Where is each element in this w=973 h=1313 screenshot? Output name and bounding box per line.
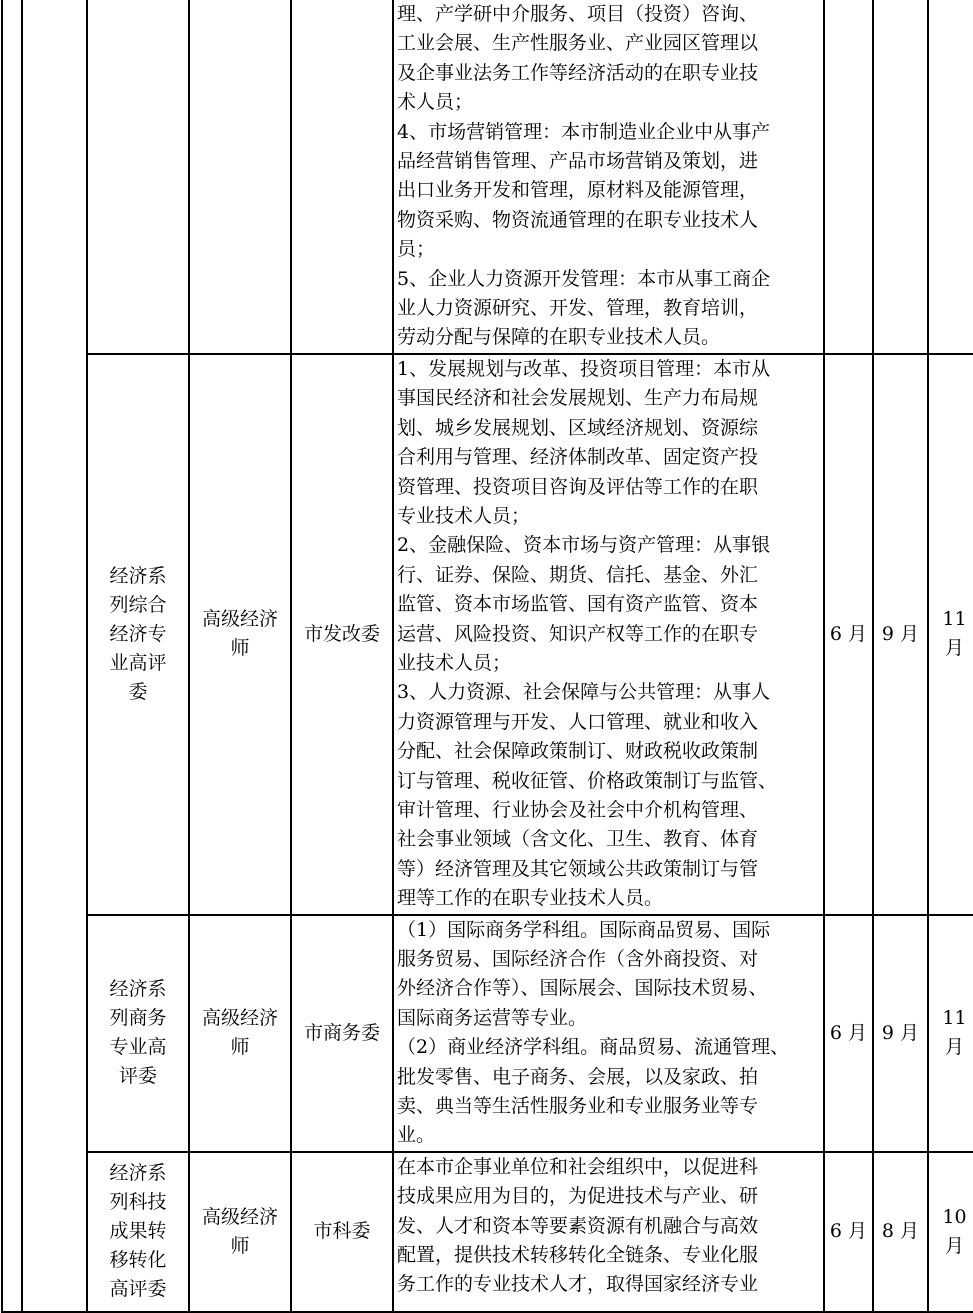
level-line: 师 bbox=[230, 1234, 250, 1257]
desc-line: 配置，提供技术转移转化全链条、专业化服 bbox=[397, 1244, 759, 1267]
level-line: 高级经济 bbox=[201, 608, 278, 631]
organizing-department-cell bbox=[291, 0, 393, 354]
desc-line: 4、市场营销管理：本市制造业企业中从事产 bbox=[397, 120, 771, 143]
table-body bbox=[2, 0, 973, 1312]
desc-line: 审计管理、行业协会及社会中介机构管理、 bbox=[397, 798, 759, 821]
name-line: 列科技 bbox=[109, 1191, 167, 1214]
desc-line: 物资采购、物资流通管理的在职专业技术人 bbox=[397, 208, 759, 231]
desc-line: 出口业务开发和管理，原材料及能源管理， bbox=[397, 179, 759, 202]
committee-name-cell bbox=[87, 915, 189, 1152]
desc-line: 资管理、投资项目咨询及评估等工作的在职 bbox=[397, 475, 759, 498]
title-level-cell bbox=[189, 915, 291, 1152]
desc-line: 工业会展、生产性服务业、产业园区管理以 bbox=[397, 32, 759, 55]
desc-line: 品经营销售管理、产品市场营销及策划，进 bbox=[397, 150, 759, 173]
desc-line: 技成果应用为目的，为促进技术与产业、研 bbox=[397, 1185, 759, 1208]
desc-line: 在本市企事业单位和社会组织中，以促进科 bbox=[397, 1155, 759, 1178]
desc-line: 员； bbox=[397, 238, 436, 261]
organizing-department-cell: 市科委 bbox=[291, 1152, 393, 1312]
outer-margin-cell bbox=[2, 0, 22, 1312]
desc-line: 外经济合作等）、国际展会、国际技术贸易、 bbox=[397, 977, 768, 1000]
desc-line: 5、企业人力资源开发管理：本市从事工商企 bbox=[397, 267, 771, 290]
table-row bbox=[2, 1152, 973, 1312]
table-row bbox=[2, 354, 973, 915]
month-cell-2: 9 月 bbox=[873, 915, 928, 1152]
name-line: 经济系 bbox=[109, 978, 167, 1001]
month-cell-3: 11 月 bbox=[928, 354, 973, 915]
desc-line: 分配、社会保障政策制订、财政税收政策制 bbox=[397, 740, 759, 763]
desc-line: 务工作的专业技术人才，取得国家经济专业 bbox=[397, 1273, 759, 1296]
name-line: 委 bbox=[128, 680, 148, 703]
month-cell-1 bbox=[824, 0, 873, 354]
level-line: 师 bbox=[230, 637, 250, 660]
table-row bbox=[2, 915, 973, 1152]
month-cell-1: 6 月 bbox=[824, 354, 873, 915]
name-line: 成果转 bbox=[109, 1220, 167, 1243]
desc-line: 2、金融保险、资本市场与资产管理：从事银 bbox=[397, 534, 771, 557]
desc-line: 业技术人员； bbox=[397, 651, 512, 674]
desc-line: 理等工作的在职专业技术人员。 bbox=[397, 887, 664, 910]
name-line: 经济系 bbox=[109, 564, 167, 587]
desc-line: 专业技术人员； bbox=[397, 504, 531, 527]
desc-line: 运营、风险投资、知识产权等工作的在职专 bbox=[397, 622, 759, 645]
desc-line: 及企事业法务工作等经济活动的在职专业技 bbox=[397, 61, 759, 84]
month-cell-3 bbox=[928, 0, 973, 354]
organizing-department-cell: 市发改委 bbox=[291, 354, 393, 915]
desc-line: 服务贸易、国际经济合作（含外商投资、对 bbox=[397, 948, 759, 970]
desc-line: 批发零售、电子商务、会展，以及家政、拍 bbox=[397, 1065, 759, 1088]
category-cell bbox=[22, 0, 87, 1312]
desc-line: 3、人力资源、社会保障与公共管理：从事人 bbox=[397, 681, 771, 704]
desc-line: 术人员； bbox=[397, 91, 474, 114]
name-line: 评委 bbox=[118, 1065, 157, 1088]
desc-line: 劳动分配与保障的在职专业技术人员。 bbox=[397, 326, 721, 349]
desc-line: 理、产学研中介服务、项目（投资）咨询、 bbox=[397, 3, 759, 25]
scope-description-cell bbox=[393, 915, 824, 1152]
desc-line: 卖、典当等生活性服务业和专业服务业等专 bbox=[397, 1095, 759, 1118]
scope-description-cell bbox=[393, 0, 824, 354]
level-line: 高级经济 bbox=[201, 1007, 278, 1030]
title-level-cell bbox=[189, 1152, 291, 1312]
desc-line: 行、证券、保险、期货、信托、基金、外汇 bbox=[397, 563, 759, 586]
level-line: 师 bbox=[230, 1036, 250, 1059]
month-cell-2: 8 月 bbox=[873, 1152, 928, 1312]
desc-line: 等）经济管理及其它领域公共政策制订与管 bbox=[397, 857, 759, 880]
desc-line: 1、发展规划与改革、投资项目管理：本市从 bbox=[397, 357, 771, 380]
organizing-department-cell: 市商务委 bbox=[291, 915, 393, 1152]
desc-line: 监管、资本市场监管、国有资产监管、资本 bbox=[397, 593, 759, 616]
desc-line: 业。 bbox=[397, 1124, 436, 1147]
month-cell-2: 9 月 bbox=[873, 354, 928, 915]
month-cell-3: 11 月 bbox=[928, 915, 973, 1152]
name-line: 列商务 bbox=[109, 1007, 167, 1030]
name-line: 高评委 bbox=[109, 1278, 167, 1301]
desc-line: 国际商务运营等专业。 bbox=[397, 1006, 588, 1029]
desc-line: 发、人才和资本等要素资源有机融合与高效 bbox=[397, 1214, 759, 1237]
name-line: 业高评 bbox=[109, 651, 167, 674]
scope-description-cell bbox=[393, 354, 824, 915]
desc-line: 业人力资源研究、开发、管理，教育培训， bbox=[397, 297, 759, 320]
desc-line: 事国民经济和社会发展规划、生产力布局规 bbox=[397, 387, 759, 410]
desc-line: 订与管理、税收征管、价格政策制订与监管、 bbox=[397, 769, 778, 792]
title-level-cell bbox=[189, 354, 291, 915]
month-cell-1: 6 月 bbox=[824, 915, 873, 1152]
level-line: 高级经济 bbox=[201, 1205, 278, 1228]
name-line: 经济系 bbox=[109, 1162, 167, 1185]
committee-name-cell bbox=[87, 0, 189, 354]
name-line: 经济专 bbox=[109, 622, 167, 645]
title-level-cell bbox=[189, 0, 291, 354]
desc-line: （2）商业经济学科组。商品贸易、流通管理、 bbox=[397, 1036, 790, 1059]
month-cell-3: 10 月 bbox=[928, 1152, 973, 1312]
committee-name-cell bbox=[87, 354, 189, 915]
name-line: 移转化 bbox=[109, 1249, 167, 1272]
desc-line: 合利用与管理、经济体制改革、固定资产投 bbox=[397, 446, 759, 469]
name-line: 专业高 bbox=[109, 1036, 167, 1059]
scope-description-cell bbox=[393, 1152, 824, 1312]
month-cell-1: 6 月 bbox=[824, 1152, 873, 1312]
review-committee-table bbox=[1, 0, 973, 1313]
name-line: 列综合 bbox=[109, 593, 167, 616]
committee-name-cell bbox=[87, 1152, 189, 1312]
month-cell-2 bbox=[873, 0, 928, 354]
desc-line: 社会事业领域（含文化、卫生、教育、体育 bbox=[397, 828, 759, 851]
desc-line: 划、城乡发展规划、区域经济规划、资源综 bbox=[397, 416, 759, 439]
table-row bbox=[2, 0, 973, 354]
desc-line: （1）国际商务学科组。国际商品贸易、国际 bbox=[397, 918, 771, 941]
desc-line: 力资源管理与开发、人口管理、就业和收入 bbox=[397, 710, 759, 733]
